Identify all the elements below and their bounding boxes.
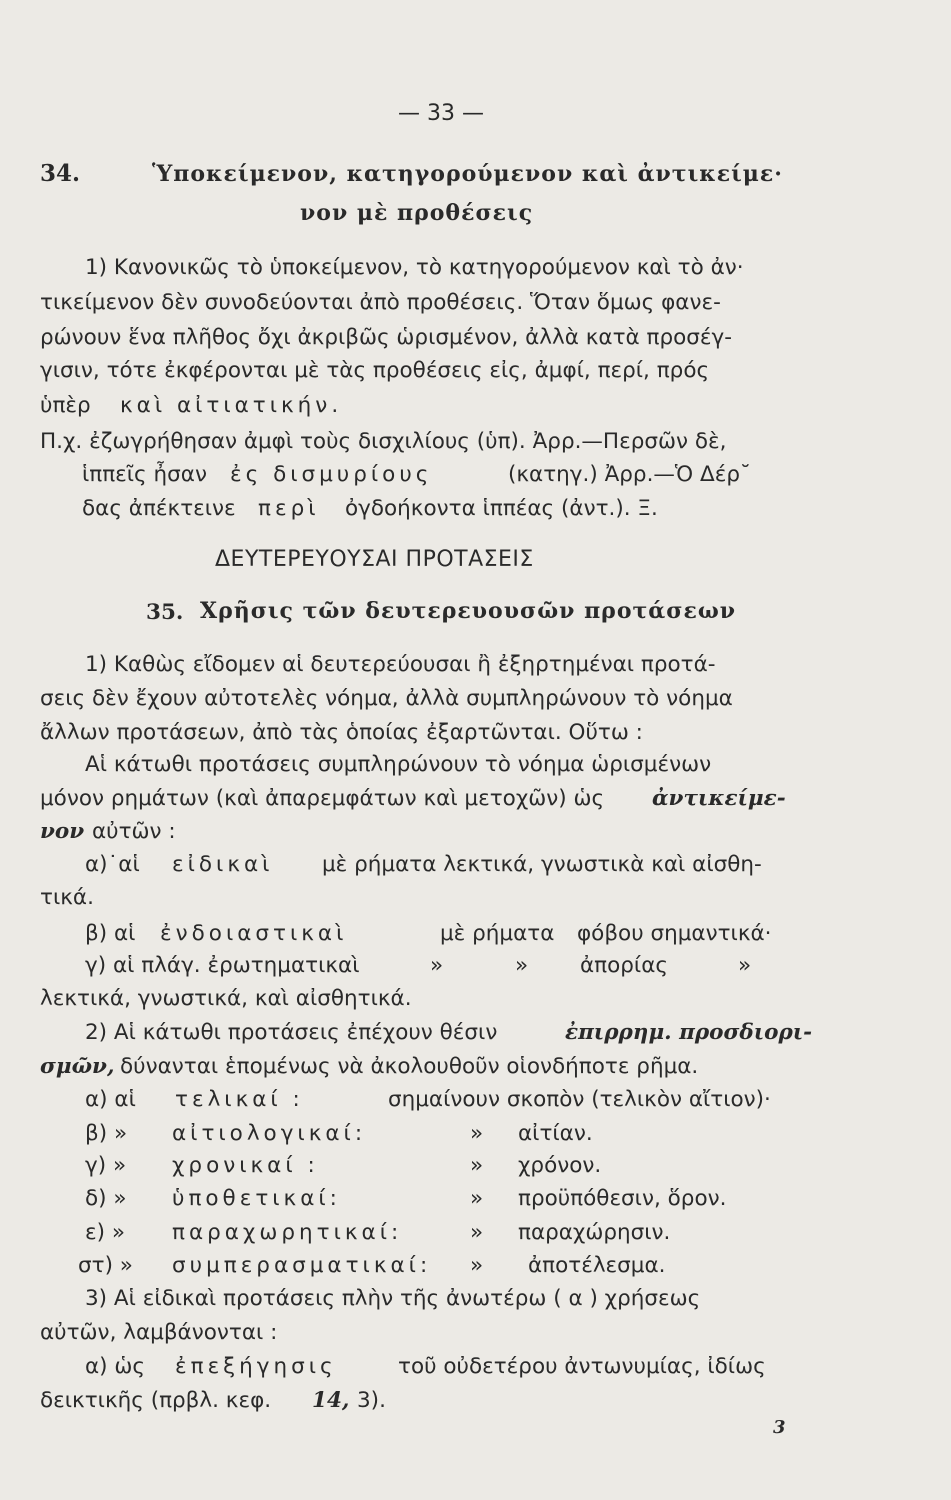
para3-line1-bold: ἐπιρρημ. προσδιορι- — [565, 1020, 813, 1045]
list-row-st-term: συμπερασματικαί: — [172, 1253, 432, 1278]
para2-line4: Αἱ κάτωθι προτάσεις συμπληρώνουν τὸ νόημα ὡρισμένων — [85, 752, 712, 777]
signature-mark: 3 — [773, 1417, 786, 1438]
item-a-rest: μὲ ρήματα λεκτικά, γνωστικὰ καὶ αἰσθη- — [322, 852, 762, 877]
para4-line3-start: α) ὡς — [85, 1354, 146, 1379]
para4-line2: αὐτῶν, λαμβάνονται : — [40, 1320, 278, 1345]
list-row-b-meaning: αἰτίαν. — [518, 1121, 593, 1146]
para2-line1: 1) Καθὼς εἴδομεν αἱ δευτερεύουσαι ἢ ἐξηρτημέναι προτά- — [85, 652, 716, 677]
item-g-ditto3: » — [738, 953, 752, 978]
section-34-title-line1: Ὑποκείμενον, κατηγορούμενον καὶ ἀντικείμε· — [152, 161, 783, 187]
para1-line4: γισιν, τότε ἐκφέρονται μὲ τὰς προθέσεις εἰς, ἀμφί, περί, πρός — [40, 358, 710, 383]
section-title: ΔΕΥΤΕΡΕΥΟΥΣΑΙ ΠΡΟΤΑΣΕΙΣ — [215, 547, 534, 572]
item-a-label: α)˙αἱ — [85, 852, 140, 877]
para4-line3-spaced: ἐπεξήγησις — [175, 1354, 337, 1379]
example1-line2-start: ἱππεῖς ἦσαν — [82, 462, 207, 487]
para1-line5-start: ὑπὲρ — [40, 393, 91, 418]
para4-line3-end: τοῦ οὐδετέρου ἀντωνυμίας, ἰδίως — [398, 1354, 766, 1379]
item-g-ditto1: » — [430, 953, 444, 978]
list-row-a-term: τελικαί : — [175, 1087, 304, 1112]
para1-line5-spaced: καὶ αἰτιατικήν. — [120, 393, 343, 418]
example1-line3-end: ὀγδοήκοντα ἱππέας (ἀντ.). Ξ. — [345, 496, 658, 521]
section-34-title-line2: νον μὲ προθέσεις — [300, 200, 534, 226]
list-row-e-label: ε) » — [85, 1220, 125, 1245]
para3-line2-bold: σμῶν, — [40, 1054, 115, 1079]
example1-line2-end: (κατηγ.) Ἀρρ.—Ὁ Δέρ˘ — [508, 462, 751, 487]
item-g-ditto2: » — [515, 953, 529, 978]
para1-line2: τικείμενον δὲν συνοδεύονται ἀπὸ προθέσεις. Ὅταν ὅμως φανε- — [40, 290, 721, 315]
para4-line4-end: 3). — [357, 1388, 386, 1413]
item-a-spaced: εἰδικαὶ — [172, 852, 274, 877]
list-row-e-ditto: » — [470, 1220, 484, 1245]
list-row-g-label: γ) » — [85, 1153, 127, 1178]
item-b-spaced: ἐνδοιαστικαὶ — [160, 921, 348, 946]
list-row-st-label: στ) » — [78, 1253, 133, 1278]
para1-line1: 1) Κανονικῶς τὸ ὑποκείμενον, τὸ κατηγορούμενον καὶ τὸ ἀν· — [85, 255, 744, 280]
para2-line3: ἄλλων προτάσεων, ἀπὸ τὰς ὁποίας ἐξαρτῶνται. Οὕτω : — [40, 720, 643, 745]
para2-line5-start: μόνον ρημάτων (καὶ ἀπαρεμφάτων καὶ μετοχῶν) ὡς — [40, 786, 605, 811]
list-row-a-label: α) αἱ — [85, 1087, 136, 1112]
list-row-g-ditto: » — [470, 1153, 484, 1178]
list-row-d-meaning: προϋπόθεσιν, ὅρον. — [518, 1186, 727, 1211]
para2-line5-bold: ἀντικείμε- — [652, 786, 786, 811]
list-row-b-ditto: » — [470, 1121, 484, 1146]
para3-line2-end: δύνανται ἑπομένως νὰ ἀκολουθοῦν οἱονδήποτε ρῆμα. — [120, 1054, 699, 1079]
para4-line1: 3) Αἱ εἰδικαὶ προτάσεις πλὴν τῆς ἀνωτέρω ( α ) χρήσεως — [85, 1286, 701, 1311]
para1-line3: ρώνουν ἕνα πλῆθος ὄχι ἀκριβῶς ὡρισμένον, ἀλλὰ κατὰ προσέγ- — [40, 325, 733, 350]
para2-line2: σεις δὲν ἔχουν αὐτοτελὲς νόημα, ἀλλὰ συμπληρώνουν τὸ νόημα — [40, 686, 733, 711]
list-row-d-ditto: » — [470, 1186, 484, 1211]
list-row-a-meaning: σημαίνουν σκοπὸν (τελικὸν αἴτιον)· — [388, 1087, 771, 1112]
example1-line1: Π.χ. ἐζωγρήθησαν ἀμφὶ τοὺς δισχιλίους (ὑπ). Ἀρρ.—Περσῶν δὲ, — [40, 429, 727, 454]
item-b-label: β) αἱ — [85, 921, 136, 946]
item-b-rest: μὲ ρήματα — [440, 921, 555, 946]
list-row-b-label: β) » — [85, 1121, 128, 1146]
para2-line6-end: αὐτῶν : — [92, 819, 176, 844]
item-g-word: ἀπορίας — [580, 953, 668, 978]
para3-line1-start: 2) Αἱ κάτωθι προτάσεις ἐπέχουν θέσιν — [85, 1020, 498, 1045]
section-35-title: Χρῆσις τῶν δευτερευουσῶν προτάσεων — [200, 598, 737, 624]
list-row-d-term: ὑποθετικαί: — [172, 1186, 341, 1211]
example1-line3-start: δας ἀπέκτεινε — [82, 496, 236, 521]
list-row-g-term: χρονικαί : — [172, 1153, 319, 1178]
example1-line2-spaced: ἐς δισμυρίους — [230, 462, 433, 487]
para4-line4-chapter: 14, — [312, 1388, 350, 1413]
item-g-label: γ) αἱ πλάγ. ἐρωτηματικαὶ — [85, 953, 360, 978]
list-row-e-meaning: παραχώρησιν. — [518, 1220, 671, 1245]
list-row-b-term: αἰτιολογικαί: — [172, 1121, 367, 1146]
item-a-continued: τικά. — [40, 885, 94, 910]
list-row-st-meaning: ἀποτέλεσμα. — [528, 1253, 666, 1278]
example1-line3-spaced: περὶ — [258, 496, 320, 521]
section-35-number: 35. — [146, 600, 184, 625]
list-row-e-term: παραχωρητικαί: — [172, 1220, 403, 1245]
para4-line4-start: δεικτικῆς (πρβλ. κεφ. — [40, 1388, 272, 1413]
list-row-g-meaning: χρόνον. — [518, 1153, 602, 1178]
list-row-d-label: δ) » — [85, 1186, 127, 1211]
item-b-rest2: φόβου σημαντικά· — [577, 921, 772, 946]
section-34-number: 34. — [40, 160, 81, 187]
item-g-continued: λεκτικά, γνωστικά, καὶ αἰσθητικά. — [40, 986, 412, 1011]
para2-line6-bold: νον — [40, 819, 85, 844]
page-number: — 33 — — [398, 101, 484, 126]
list-row-st-ditto: » — [470, 1253, 484, 1278]
